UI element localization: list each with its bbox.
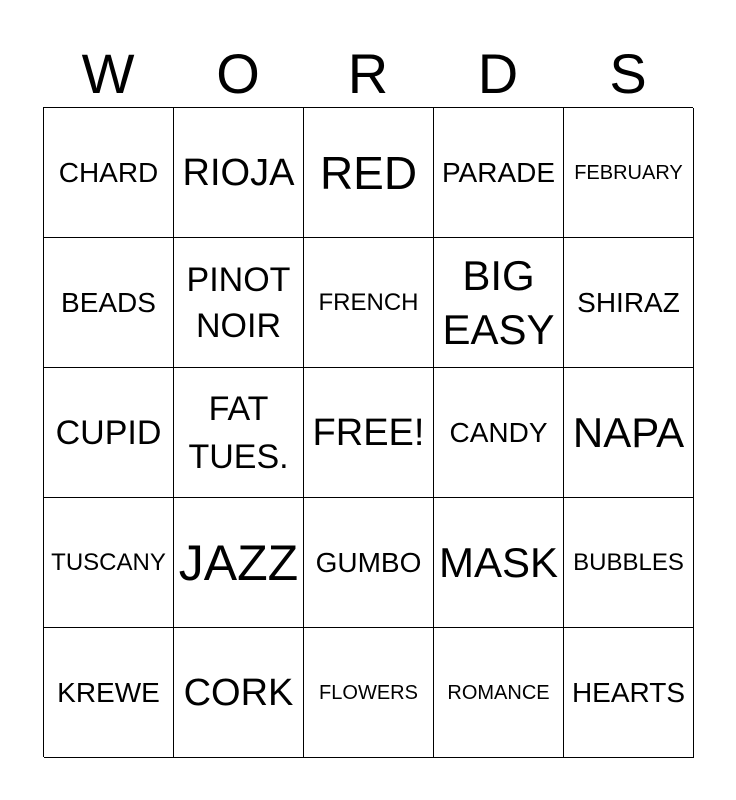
bingo-cell[interactable] — [174, 628, 304, 758]
cell-label: RIOJA — [182, 151, 295, 194]
header-letter-o: O — [216, 42, 260, 105]
header-letter-r: R — [347, 42, 389, 105]
bingo-cell[interactable] — [304, 108, 434, 238]
bingo-cell[interactable] — [44, 238, 174, 368]
cell-label: PARADE — [441, 156, 556, 188]
cell-label: SHIRAZ — [577, 286, 680, 318]
board-header — [43, 40, 693, 108]
header-letter-s: S — [609, 42, 647, 105]
cell-label: HEARTS — [571, 676, 686, 708]
bingo-cell[interactable] — [304, 238, 434, 368]
header-letter-w: W — [81, 42, 135, 105]
cell-label: FREE! — [312, 411, 425, 454]
cell-label: RED — [319, 146, 418, 199]
bingo-cell[interactable] — [434, 108, 564, 238]
bingo-cell[interactable] — [564, 238, 694, 368]
cell-label: FEBRUARY — [574, 161, 683, 184]
bingo-cell[interactable] — [564, 368, 694, 498]
bingo-cell[interactable] — [44, 108, 174, 238]
header-letter-d: D — [477, 42, 519, 105]
bingo-cell[interactable] — [564, 108, 694, 238]
bingo-cell[interactable] — [434, 498, 564, 628]
bingo-cell[interactable] — [174, 108, 304, 238]
bingo-cell[interactable] — [434, 628, 564, 758]
cell-label: ROMANCE — [447, 681, 550, 704]
cell-label: PINOT NOIR — [186, 260, 291, 345]
cell-label: TUSCANY — [51, 548, 166, 576]
cell-label: FRENCH — [318, 288, 419, 316]
cell-label: NAPA — [572, 408, 685, 456]
bingo-cell[interactable] — [564, 628, 694, 758]
bingo-cell[interactable] — [44, 498, 174, 628]
cell-label: CANDY — [449, 416, 548, 448]
bingo-grid — [43, 107, 693, 757]
bingo-cell[interactable] — [44, 368, 174, 498]
cell-label: FAT TUES. — [188, 389, 289, 476]
cell-label: GUMBO — [315, 546, 422, 578]
bingo-cell[interactable] — [564, 498, 694, 628]
bingo-cell[interactable] — [174, 368, 304, 498]
cell-label: BIG EASY — [442, 251, 555, 353]
bingo-cell[interactable] — [304, 628, 434, 758]
cell-label: FLOWERS — [319, 681, 418, 704]
cell-label: KREWE — [57, 676, 160, 708]
bingo-cell[interactable] — [434, 368, 564, 498]
bingo-cell[interactable] — [434, 238, 564, 368]
cell-label: CHARD — [58, 156, 159, 188]
cell-label: MASK — [438, 538, 559, 586]
cell-label: CUPID — [55, 413, 162, 452]
cell-label: BUBBLES — [573, 548, 684, 576]
cell-label: JAZZ — [178, 534, 299, 591]
bingo-cell[interactable] — [44, 628, 174, 758]
cell-label: CORK — [183, 671, 294, 714]
bingo-cell[interactable] — [174, 498, 304, 628]
bingo-cell[interactable] — [304, 368, 434, 498]
cell-label: BEADS — [61, 286, 156, 318]
bingo-cell[interactable] — [304, 498, 434, 628]
bingo-cell[interactable] — [174, 238, 304, 368]
